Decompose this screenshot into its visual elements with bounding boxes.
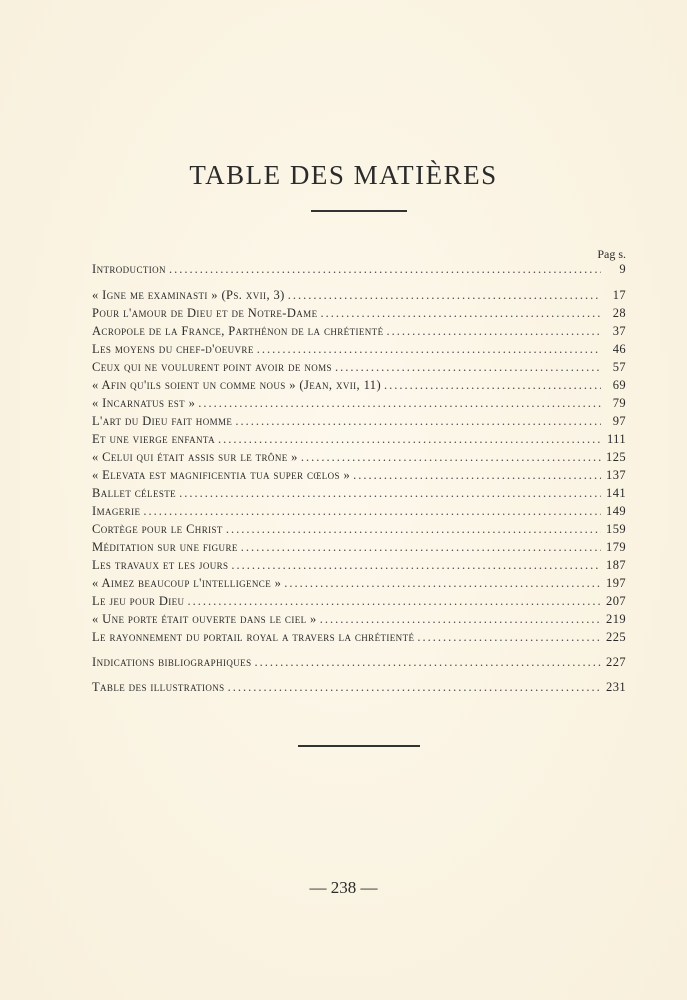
toc-entry [92, 396, 626, 414]
toc-entry-title: Le jeu pour Dieu [92, 594, 185, 608]
toc-entry-page: 207 [606, 594, 626, 608]
toc-leader-dots [241, 540, 601, 555]
toc-entry [92, 630, 626, 648]
toc-entry-page: 97 [612, 414, 626, 428]
toc-entry [92, 522, 626, 540]
toc-entry-page: 57 [612, 360, 626, 374]
toc-entry-page: 231 [606, 680, 626, 694]
toc-entry-page: 149 [606, 504, 626, 518]
toc-leader-dots [288, 288, 601, 303]
toc-entry-title: « Igne me examinasti » (Ps. xvii, 3) [92, 288, 285, 302]
toc-leader-dots [235, 414, 601, 429]
pages-column-header: Pag s. [597, 247, 626, 261]
toc-entry-title: Introduction [92, 262, 166, 276]
toc-entry-title: « Afin qu'ils soient un comme nous » (Jean, xvii, 11) [92, 378, 382, 392]
toc-entry-page: 141 [606, 486, 626, 500]
toc-entry [92, 680, 626, 698]
toc-entry-page: 179 [606, 540, 626, 554]
toc-leader-dots [417, 630, 601, 645]
toc-leader-dots [384, 378, 601, 393]
page-number: — 238 — [309, 878, 378, 897]
toc-leader-dots [226, 522, 601, 537]
toc-entry-title: Acropole de la France, Parthénon de la chrétienté [92, 324, 384, 338]
toc-entry-page: 69 [612, 378, 626, 392]
toc-leader-dots [143, 504, 601, 519]
toc-entry-title: Le rayonnement du portail royal a travers la chrétienté [92, 630, 415, 644]
toc-entry-title: L'art du Dieu fait homme [92, 414, 233, 428]
closing-rule [298, 745, 420, 747]
toc-leader-dots [187, 594, 601, 609]
toc-entry [92, 468, 626, 486]
toc-entry-page: 28 [612, 306, 626, 320]
toc-entry [92, 342, 626, 360]
toc-entry-page: 137 [606, 468, 626, 482]
toc-entry [92, 504, 626, 522]
toc-entry-title: Les travaux et les jours [92, 558, 229, 572]
toc-entry-page: 187 [606, 558, 626, 572]
toc-entry-title: « Elevata est magnificentia tua super cœlos » [92, 468, 351, 482]
toc-entry [92, 360, 626, 378]
toc-leader-dots [353, 468, 601, 483]
toc-entry [92, 594, 626, 612]
toc-entry [92, 576, 626, 594]
toc-entry-page: 37 [612, 324, 626, 338]
toc-leader-dots [320, 612, 601, 627]
toc-entry [92, 655, 626, 673]
toc-entry-title: Et une vierge enfanta [92, 432, 216, 446]
toc-entry [92, 540, 626, 558]
toc-entry-title: Les moyens du chef-d'oeuvre [92, 342, 254, 356]
toc-leader-dots [257, 342, 601, 357]
toc-entry-title: « Incarnatus est » [92, 396, 196, 410]
toc-entry-title: Indications bibliographiques [92, 655, 252, 669]
toc-entry [92, 558, 626, 576]
toc-entry-page: 227 [606, 655, 626, 669]
toc-leader-dots [320, 306, 601, 321]
toc-entry-title: Ballet céleste [92, 486, 177, 500]
toc-entry [92, 432, 626, 450]
toc-leader-dots [255, 655, 602, 670]
title-rule [311, 210, 407, 212]
page-title: TABLE DES MATIÈRES [189, 160, 498, 190]
toc-entry-title: Méditation sur une figure [92, 540, 238, 554]
toc-leader-dots [386, 324, 601, 339]
toc-entry-page: 46 [612, 342, 626, 356]
toc-entry [92, 324, 626, 342]
toc-entry-page: 125 [606, 450, 626, 464]
toc-entry-title: « Aimez beaucoup l'intelligence » [92, 576, 282, 590]
toc-leader-dots [228, 680, 601, 695]
toc-entry-page: 9 [619, 262, 626, 276]
toc-entry-page: 197 [606, 576, 626, 590]
toc-entry-page: 225 [606, 630, 626, 644]
toc-entry [92, 378, 626, 396]
toc-entry-page: 219 [606, 612, 626, 626]
toc-entry-page: 17 [612, 288, 626, 302]
toc-entry [92, 306, 626, 324]
toc-entry-title: Table des illustrations [92, 680, 225, 694]
toc-entry [92, 486, 626, 504]
toc-leader-dots [179, 486, 601, 501]
toc-leader-dots [301, 450, 601, 465]
toc-leader-dots [218, 432, 601, 447]
toc-entry-title: Imagerie [92, 504, 141, 518]
toc-entry-page: 111 [606, 432, 626, 446]
toc-entry-page: 79 [612, 396, 626, 410]
toc-leader-dots [169, 262, 601, 277]
toc-leader-dots [231, 558, 601, 573]
toc-leader-dots [284, 576, 601, 591]
toc-entry-title: Ceux qui ne voulurent point avoir de noms [92, 360, 332, 374]
toc-entry [92, 288, 626, 306]
toc-entry-title: « Une porte était ouverte dans le ciel » [92, 612, 317, 626]
toc-entry [92, 450, 626, 468]
toc-entry-title: Cortège pour le Christ [92, 522, 223, 536]
toc-leader-dots [335, 360, 601, 375]
toc-entry-title: Pour l'amour de Dieu et de Notre-Dame [92, 306, 318, 320]
toc-entry-page: 159 [606, 522, 626, 536]
toc-entry [92, 612, 626, 630]
toc-entry-title: « Celui qui était assis sur le trône » [92, 450, 298, 464]
toc-leader-dots [198, 396, 601, 411]
toc-entry [92, 262, 626, 280]
toc-entry [92, 414, 626, 432]
